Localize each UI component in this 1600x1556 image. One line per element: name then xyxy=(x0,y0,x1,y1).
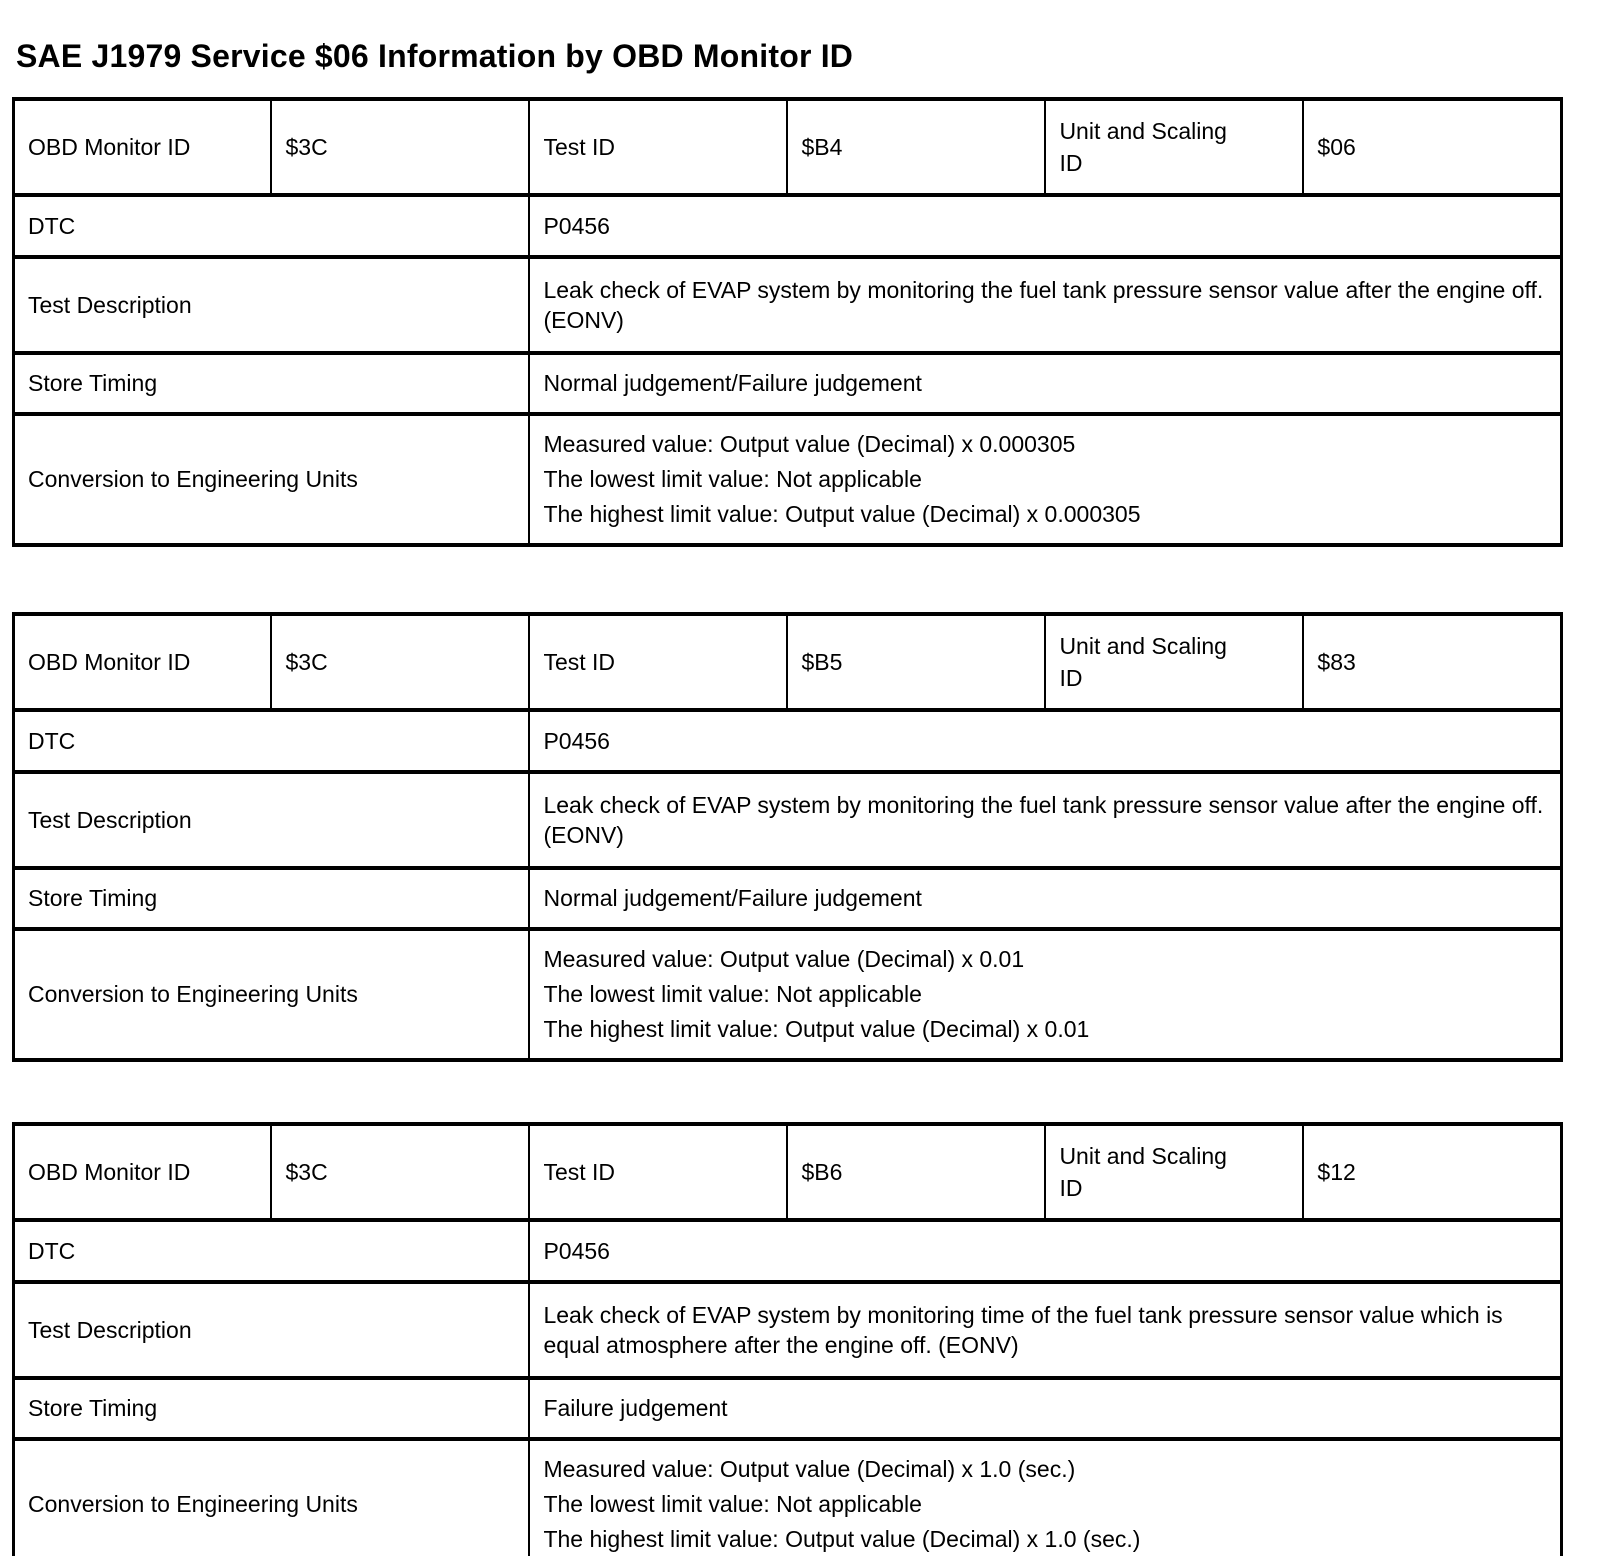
unit-scaling-id-value: $83 xyxy=(1303,614,1561,710)
conversion-line-lowest: The lowest limit value: Not applicable xyxy=(543,980,922,1007)
test-description-label: Test Description xyxy=(14,1282,530,1378)
conversion-label: Conversion to Engineering Units xyxy=(14,414,530,545)
dtc-value: P0456 xyxy=(529,1220,1561,1282)
obd-monitor-id-label: OBD Monitor ID xyxy=(14,614,272,710)
test-id-label: Test ID xyxy=(529,99,787,195)
table-row xyxy=(14,353,1562,414)
dtc-label: DTC xyxy=(14,1220,530,1282)
test-description-label: Test Description xyxy=(14,257,530,353)
store-timing-value: Normal judgement/Failure judgement xyxy=(529,868,1561,929)
obd-monitor-id-label: OBD Monitor ID xyxy=(14,99,272,195)
test-id-value: $B5 xyxy=(787,614,1045,710)
table-row xyxy=(14,868,1562,929)
table-row xyxy=(14,929,1562,1060)
obd-monitor-id-value: $3C xyxy=(271,99,529,195)
obd-monitor-id-value: $3C xyxy=(271,1124,529,1220)
table-row xyxy=(14,99,1562,195)
dtc-label: DTC xyxy=(14,710,530,772)
table-row xyxy=(14,1124,1562,1220)
test-id-value: $B6 xyxy=(787,1124,1045,1220)
table-row xyxy=(14,414,1562,545)
dtc-value: P0456 xyxy=(529,710,1561,772)
table-row xyxy=(14,195,1562,257)
test-description-label: Test Description xyxy=(14,772,530,868)
test-id-value: $B4 xyxy=(787,99,1045,195)
table-row xyxy=(14,1439,1562,1556)
table-row xyxy=(14,1220,1562,1282)
obd-monitor-table-b5 xyxy=(12,612,1563,1062)
table-row xyxy=(14,257,1562,353)
unit-scaling-id-value: $06 xyxy=(1303,99,1561,195)
store-timing-value: Failure judgement xyxy=(529,1378,1561,1439)
conversion-line-highest: The highest limit value: Output value (Decimal) x 1.0 (sec.) xyxy=(543,1525,1141,1552)
conversion-line-measured: Measured value: Output value (Decimal) x 0.000305 xyxy=(543,430,1076,457)
store-timing-label: Store Timing xyxy=(14,353,530,414)
unit-scaling-id-label xyxy=(1045,614,1303,710)
obd-monitor-id-label: OBD Monitor ID xyxy=(14,1124,272,1220)
unit-scaling-id-value: $12 xyxy=(1303,1124,1561,1220)
test-description-value: Leak check of EVAP system by monitoring the fuel tank pressure sensor value after the engine off. (EONV) xyxy=(529,772,1561,868)
conversion-line-measured: Measured value: Output value (Decimal) x 1.0 (sec.) xyxy=(543,1455,1076,1482)
conversion-value xyxy=(529,1439,1561,1556)
conversion-value xyxy=(529,414,1561,545)
obd-monitor-id-value: $3C xyxy=(271,614,529,710)
test-description-value: Leak check of EVAP system by monitoring time of the fuel tank pressure sensor value which is equal atmosphere after the engine off. (EONV) xyxy=(529,1282,1561,1378)
test-id-label: Test ID xyxy=(529,614,787,710)
conversion-line-highest: The highest limit value: Output value (Decimal) x 0.01 xyxy=(543,1015,1090,1042)
obd-monitor-table-b6 xyxy=(12,1122,1563,1556)
page-title: SAE J1979 Service $06 Information by OBD Monitor ID xyxy=(16,38,854,74)
conversion-value xyxy=(529,929,1561,1060)
store-timing-label: Store Timing xyxy=(14,868,530,929)
table-row xyxy=(14,1378,1562,1439)
table-row xyxy=(14,772,1562,868)
table-row xyxy=(14,614,1562,710)
conversion-line-highest: The highest limit value: Output value (Decimal) x 0.000305 xyxy=(543,500,1141,527)
dtc-label: DTC xyxy=(14,195,530,257)
conversion-label: Conversion to Engineering Units xyxy=(14,929,530,1060)
conversion-label: Conversion to Engineering Units xyxy=(14,1439,530,1556)
table-row xyxy=(14,710,1562,772)
unit-scaling-id-label xyxy=(1045,1124,1303,1220)
table-row xyxy=(14,1282,1562,1378)
dtc-value: P0456 xyxy=(529,195,1561,257)
store-timing-label: Store Timing xyxy=(14,1378,530,1439)
store-timing-value: Normal judgement/Failure judgement xyxy=(529,353,1561,414)
conversion-line-lowest: The lowest limit value: Not applicable xyxy=(543,465,922,492)
test-description-value: Leak check of EVAP system by monitoring the fuel tank pressure sensor value after the engine off. (EONV) xyxy=(529,257,1561,353)
conversion-line-lowest: The lowest limit value: Not applicable xyxy=(543,1490,922,1517)
obd-monitor-table-b4 xyxy=(12,97,1563,547)
unit-scaling-id-label-text: Unit and Scaling ID xyxy=(1059,632,1227,691)
test-id-label: Test ID xyxy=(529,1124,787,1220)
unit-scaling-id-label-text: Unit and Scaling ID xyxy=(1059,1142,1227,1201)
unit-scaling-id-label xyxy=(1045,99,1303,195)
unit-scaling-id-label-text: Unit and Scaling ID xyxy=(1059,117,1227,176)
conversion-line-measured: Measured value: Output value (Decimal) x 0.01 xyxy=(543,945,1025,972)
